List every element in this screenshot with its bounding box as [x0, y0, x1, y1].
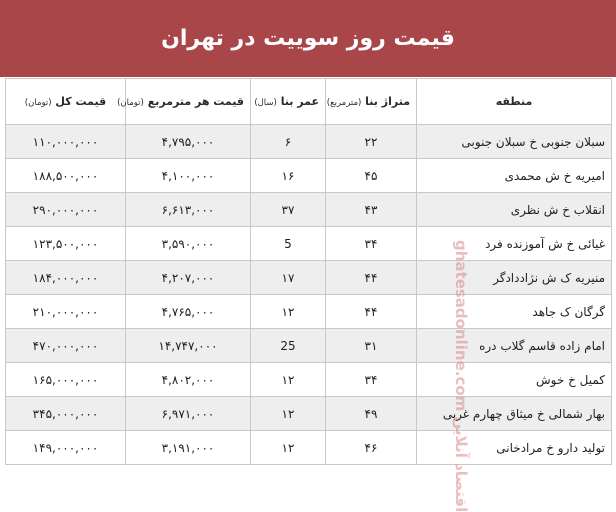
- floor-area-cell: ۳۱: [326, 329, 417, 363]
- building-age-cell: ۱۲: [251, 431, 326, 465]
- header-total-price-label: قیمت کل: [55, 95, 107, 108]
- region-cell: امام زاده قاسم گلاب دره: [417, 329, 612, 363]
- region-cell: تولید دارو خ مرادخانی: [417, 431, 612, 465]
- header-region-label: منطقه: [495, 95, 533, 108]
- floor-area-cell: ۴۳: [326, 193, 417, 227]
- total-price-cell: ۲۹۰,۰۰۰,۰۰۰: [6, 193, 126, 227]
- floor-area-cell: ۴۵: [326, 159, 417, 193]
- region-cell: امیریه خ ش محمدی: [417, 159, 612, 193]
- price-per-meter-cell: ۴,۷۹۵,۰۰۰: [126, 125, 251, 159]
- header-price-per-meter-label: قیمت هر مترمربع: [147, 95, 244, 108]
- table-row: [6, 363, 612, 397]
- header-price-per-meter: [117, 79, 251, 125]
- total-price-cell: ۱۸۸,۵۰۰,۰۰۰: [6, 159, 126, 193]
- region-cell: بهار شمالی خ میثاق چهارم غربی: [417, 397, 612, 431]
- price-per-meter-cell: ۱۴,۷۴۷,۰۰۰: [126, 329, 251, 363]
- building-age-cell: ۱۶: [251, 159, 326, 193]
- total-price-cell: ۲۱۰,۰۰۰,۰۰۰: [6, 295, 126, 329]
- header-floor-area-unit: (مترمربع): [326, 98, 362, 108]
- header-total-price-unit: (تومان): [24, 98, 52, 108]
- total-price-cell: ۱۸۴,۰۰۰,۰۰۰: [6, 261, 126, 295]
- region-cell: انقلاب خ ش نظری: [417, 193, 612, 227]
- table-row: [6, 261, 612, 295]
- table-row: [6, 125, 612, 159]
- header-building-age-label: عمر بنا: [280, 95, 319, 108]
- floor-area-cell: ۴۶: [326, 431, 417, 465]
- building-age-cell: ۱۲: [251, 295, 326, 329]
- total-price-cell: ۳۴۵,۰۰۰,۰۰۰: [6, 397, 126, 431]
- floor-area-cell: ۲۲: [326, 125, 417, 159]
- table-header-row: [6, 79, 612, 125]
- table-row: [6, 193, 612, 227]
- table-row: [6, 397, 612, 431]
- building-age-cell: 25: [251, 329, 326, 363]
- table-row: [6, 329, 612, 363]
- site-watermark: اقتصاد آنلاین ghatesadonline.com: [452, 240, 470, 512]
- page-title: قیمت روز سوییت در تهران: [161, 26, 455, 51]
- floor-area-cell: ۴۴: [326, 295, 417, 329]
- region-cell: کمیل خ خوش: [417, 363, 612, 397]
- building-age-cell: ۱۷: [251, 261, 326, 295]
- header-building-age: [251, 79, 326, 125]
- table-row: [6, 431, 612, 465]
- total-price-cell: ۱۶۵,۰۰۰,۰۰۰: [6, 363, 126, 397]
- region-cell: منیریه ک ش نژاددادگر: [417, 261, 612, 295]
- header-price-per-meter-unit: (تومان): [117, 98, 144, 108]
- header-floor-area-label: متراژ بنا: [365, 95, 410, 108]
- price-table: [5, 78, 612, 465]
- price-per-meter-cell: ۶,۹۷۱,۰۰۰: [126, 397, 251, 431]
- price-per-meter-cell: ۶,۶۱۳,۰۰۰: [126, 193, 251, 227]
- price-per-meter-cell: ۳,۱۹۱,۰۰۰: [126, 431, 251, 465]
- table-row: [6, 159, 612, 193]
- total-price-cell: ۴۷۰,۰۰۰,۰۰۰: [6, 329, 126, 363]
- price-per-meter-cell: ۴,۱۰۰,۰۰۰: [126, 159, 251, 193]
- header-total-price: [6, 79, 126, 125]
- region-cell: گرگان ک جاهد: [417, 295, 612, 329]
- header-floor-area: [326, 79, 417, 125]
- region-cell: غیائی خ ش آموزنده فرد: [417, 227, 612, 261]
- price-per-meter-cell: ۴,۷۶۵,۰۰۰: [126, 295, 251, 329]
- price-per-meter-cell: ۳,۵۹۰,۰۰۰: [126, 227, 251, 261]
- floor-area-cell: ۴۹: [326, 397, 417, 431]
- building-age-cell: 5: [251, 227, 326, 261]
- header-building-age-unit: (سال): [254, 98, 277, 108]
- price-per-meter-cell: ۴,۲۰۷,۰۰۰: [126, 261, 251, 295]
- region-cell: سبلان جنوبی خ سبلان جنوبی: [417, 125, 612, 159]
- total-price-cell: ۱۴۹,۰۰۰,۰۰۰: [6, 431, 126, 465]
- table-row: [6, 227, 612, 261]
- table-row: [6, 295, 612, 329]
- header-region: [417, 79, 612, 125]
- total-price-cell: ۱۱۰,۰۰۰,۰۰۰: [6, 125, 126, 159]
- title-banner: [0, 0, 616, 77]
- building-age-cell: ۱۲: [251, 397, 326, 431]
- floor-area-cell: ۳۴: [326, 363, 417, 397]
- total-price-cell: ۱۲۳,۵۰۰,۰۰۰: [6, 227, 126, 261]
- building-age-cell: ۳۷: [251, 193, 326, 227]
- building-age-cell: ۱۲: [251, 363, 326, 397]
- building-age-cell: ۶: [251, 125, 326, 159]
- floor-area-cell: ۳۴: [326, 227, 417, 261]
- floor-area-cell: ۴۴: [326, 261, 417, 295]
- price-per-meter-cell: ۴,۸۰۲,۰۰۰: [126, 363, 251, 397]
